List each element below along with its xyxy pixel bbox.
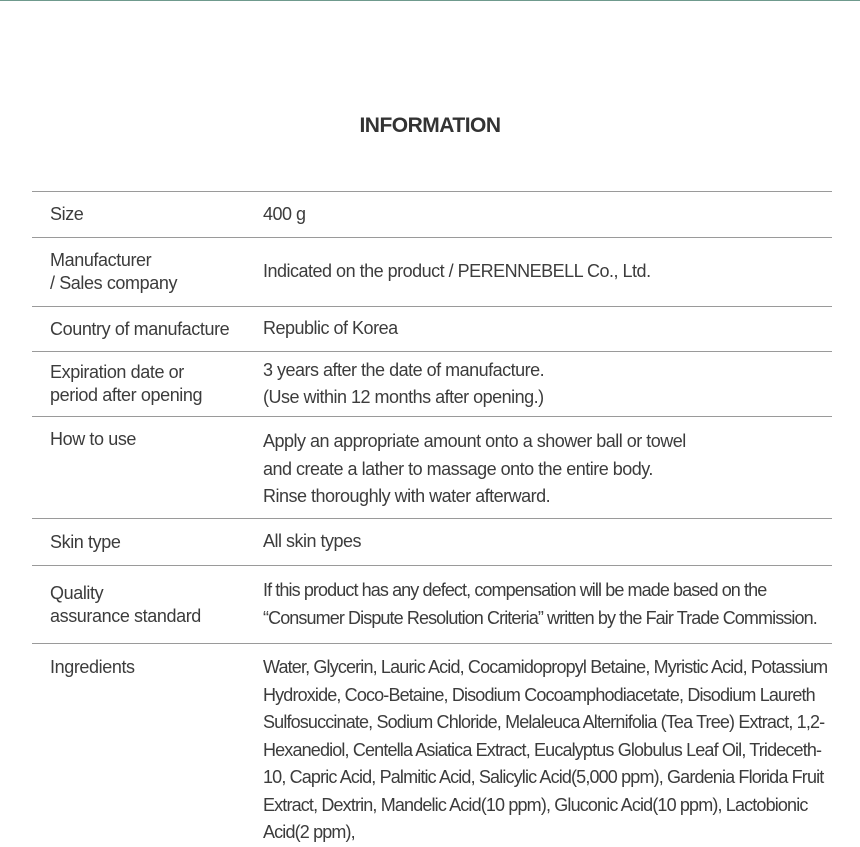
info-row-ingredients — [32, 644, 832, 844]
info-value: If this product has any defect, compensation will be made based on the “Consumer Dispute Resolution Criteria” written by the Fair Trade Commission. — [263, 580, 817, 628]
info-row-how-to-use — [32, 417, 832, 519]
info-value: Republic of Korea — [263, 318, 398, 339]
info-value: Indicated on the product / PERENNEBELL Co., Ltd. — [263, 261, 651, 282]
info-label: Manufacturer / Sales company — [50, 250, 178, 293]
info-value: 3 years after the date of manufacture. (Use within 12 months after opening.) — [263, 359, 545, 407]
info-row-expiration — [32, 352, 832, 417]
top-divider — [0, 0, 860, 1]
info-label: How to use — [50, 429, 137, 449]
product-info-table — [32, 191, 832, 844]
info-row-skin-type — [32, 519, 832, 566]
info-label: Country of manufacture — [50, 318, 230, 339]
info-value: All skin types — [263, 531, 362, 552]
info-label: Size — [50, 204, 84, 224]
info-label: Quality assurance standard — [50, 582, 201, 626]
info-label: Skin type — [50, 531, 121, 552]
info-row-quality-assurance — [32, 566, 832, 644]
info-label: Expiration date or period after opening — [50, 362, 203, 405]
info-row-size — [32, 192, 832, 238]
page-title: INFORMATION — [359, 114, 501, 137]
info-row-manufacturer — [32, 238, 832, 307]
ingredients-list: Water, Glycerin, Lauric Acid, Cocamidopropyl Betaine, Myristic Acid, Potassium Hydroxide, Coco-Betaine, Disodium Cocoamphodiacetate, Disodium Laureth Sulfosuccinate, Sodium Chloride, Melaleuca Alternifolia (Tea Tree) Extract, 1,2-Hexanediol, Centella Asiatica Extract, Eucalyptus Globulus Leaf Oil, Trideceth-10, Capric Acid, Palmitic Acid, Salicylic Acid(5,000 ppm), Gardenia Florida Fruit Extract, Dextrin, Mandelic Acid(10 ppm), Gluconic Acid(10 ppm), Lactobionic Acid(2 ppm), — [263, 657, 828, 842]
info-row-country — [32, 307, 832, 352]
info-value: 400 g — [263, 203, 306, 224]
info-label: Ingredients — [50, 657, 135, 677]
info-value: Apply an appropriate amount onto a shower ball or towel and create a lather to massage onto the entire body. Rinse thoroughly with water afterward. — [263, 431, 686, 506]
